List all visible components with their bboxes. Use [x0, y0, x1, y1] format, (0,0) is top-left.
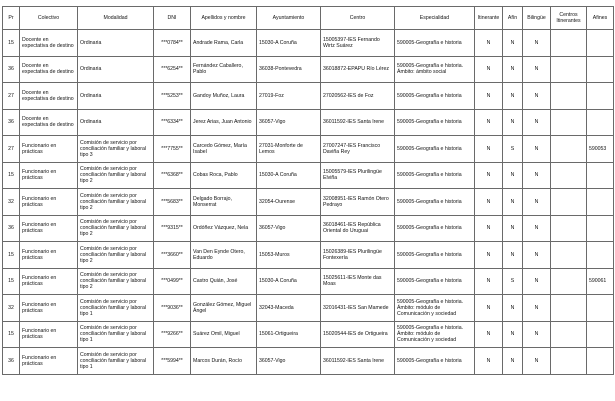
cell-itinerant-centers	[551, 83, 587, 110]
table-row	[3, 268, 614, 295]
cell-affine: N	[503, 295, 523, 322]
cell-itinerant: N	[475, 242, 503, 269]
cell-modality: Comisión de servicio por conciliación familiar y laboral tipo 1	[78, 348, 154, 375]
cell-school: 36011592-IES Santa Irene	[321, 348, 395, 375]
table-row	[3, 83, 614, 110]
cell-specialty: 590005-Geografía e historia	[395, 83, 475, 110]
cell-collective: Docente en expectativa de destino	[20, 56, 78, 83]
table-row	[3, 321, 614, 348]
cell-affines: 590053	[587, 136, 614, 163]
cell-itinerant-centers	[551, 162, 587, 189]
cell-affines	[587, 242, 614, 269]
cell-modality: Ordinaria	[78, 30, 154, 57]
cell-collective: Funcionario en prácticas	[20, 189, 78, 216]
cell-bilingual: N	[523, 30, 551, 57]
cell-itinerant-centers	[551, 321, 587, 348]
cell-collective: Funcionario en prácticas	[20, 215, 78, 242]
cell-affines	[587, 56, 614, 83]
cell-affine: N	[503, 348, 523, 375]
cell-affines	[587, 83, 614, 110]
cell-itinerant-centers	[551, 268, 587, 295]
cell-specialty: 590005-Geografía e historia	[395, 162, 475, 189]
cell-dni: ***7755**	[154, 136, 191, 163]
cell-itinerant: N	[475, 348, 503, 375]
cell-affine: N	[503, 30, 523, 57]
cell-dni: ***5994**	[154, 348, 191, 375]
cell-municipality: 32054-Ourense	[257, 189, 321, 216]
cell-dni: ***9315**	[154, 215, 191, 242]
cell-priority: 15	[3, 30, 20, 57]
cell-bilingual: N	[523, 268, 551, 295]
cell-full-name: Gandoy Muñoz, Laura	[191, 83, 257, 110]
cell-specialty: 590005-Geografía e historia. Ámbito: ámbito social	[395, 56, 475, 83]
cell-itinerant-centers	[551, 136, 587, 163]
column-header-municipality: Ayuntamiento	[257, 7, 321, 30]
cell-bilingual: N	[523, 136, 551, 163]
column-header-specialty: Especialidad	[395, 7, 475, 30]
cell-collective: Funcionario en prácticas	[20, 348, 78, 375]
cell-affine: N	[503, 189, 523, 216]
cell-school: 15005579-IES Plurilingüe Elviña	[321, 162, 395, 189]
cell-affine: N	[503, 242, 523, 269]
assignments-table	[2, 6, 614, 375]
cell-school: 32016431-IES San Mamede	[321, 295, 395, 322]
cell-municipality: 27031-Monforte de Lemos	[257, 136, 321, 163]
cell-dni: ***9036**	[154, 295, 191, 322]
cell-priority: 36	[3, 348, 20, 375]
cell-full-name: Delgado Borrajo, Monserrat	[191, 189, 257, 216]
cell-dni: ***6254**	[154, 56, 191, 83]
cell-affines	[587, 109, 614, 136]
cell-school: 15025611-IES Monte das Moas	[321, 268, 395, 295]
cell-specialty: 590005-Geografía e historia	[395, 268, 475, 295]
cell-bilingual: N	[523, 189, 551, 216]
cell-modality: Ordinaria	[78, 83, 154, 110]
cell-full-name: Van Den Eynde Otero, Eduardo	[191, 242, 257, 269]
cell-municipality: 36038-Pontevedra	[257, 56, 321, 83]
cell-dni: ***6334**	[154, 109, 191, 136]
cell-bilingual: N	[523, 162, 551, 189]
cell-dni: ***5253**	[154, 83, 191, 110]
cell-school: 27020562-IES de Foz	[321, 83, 395, 110]
cell-full-name: Castro Quián, José	[191, 268, 257, 295]
cell-affines	[587, 30, 614, 57]
cell-full-name: Suárez Omil, Miguel	[191, 321, 257, 348]
cell-bilingual: N	[523, 295, 551, 322]
table-row	[3, 215, 614, 242]
cell-specialty: 590005-Geografía e historia	[395, 136, 475, 163]
cell-full-name: Jerez Arias, Juan Antonio	[191, 109, 257, 136]
cell-collective: Docente en expectativa de destino	[20, 109, 78, 136]
cell-collective: Funcionario en prácticas	[20, 162, 78, 189]
table-row	[3, 295, 614, 322]
cell-itinerant-centers	[551, 215, 587, 242]
cell-itinerant-centers	[551, 56, 587, 83]
cell-bilingual: N	[523, 348, 551, 375]
column-header-bilingual: Bilingüe	[523, 7, 551, 30]
cell-affines	[587, 321, 614, 348]
cell-itinerant: N	[475, 215, 503, 242]
cell-municipality: 36057-Vigo	[257, 109, 321, 136]
cell-itinerant: N	[475, 109, 503, 136]
cell-dni: ***6368**	[154, 162, 191, 189]
cell-municipality: 15030-A Coruña	[257, 162, 321, 189]
table-row	[3, 189, 614, 216]
cell-affine: N	[503, 83, 523, 110]
cell-itinerant: N	[475, 321, 503, 348]
cell-collective: Funcionario en prácticas	[20, 321, 78, 348]
column-header-collective: Colectivo	[20, 7, 78, 30]
cell-itinerant-centers	[551, 295, 587, 322]
column-header-school: Centro	[321, 7, 395, 30]
cell-priority: 15	[3, 321, 20, 348]
column-header-itinerant-centers: Centros Itinerantes	[551, 7, 587, 30]
column-header-itinerant: Itinerante	[475, 7, 503, 30]
cell-collective: Funcionario en prácticas	[20, 268, 78, 295]
cell-priority: 32	[3, 295, 20, 322]
cell-itinerant: N	[475, 268, 503, 295]
table-row	[3, 30, 614, 57]
cell-priority: 36	[3, 56, 20, 83]
cell-modality: Ordinaria	[78, 56, 154, 83]
cell-itinerant: N	[475, 295, 503, 322]
cell-itinerant: N	[475, 30, 503, 57]
cell-school: 36018872-EPAPU Río Lérez	[321, 56, 395, 83]
table-row	[3, 348, 614, 375]
cell-specialty: 590005-Geografía e historia. Ámbito: módulo de Comunicación y sociedad	[395, 321, 475, 348]
cell-collective: Docente en expectativa de destino	[20, 30, 78, 57]
cell-specialty: 590005-Geografía e historia	[395, 109, 475, 136]
cell-specialty: 590005-Geografía e historia	[395, 215, 475, 242]
cell-affine: N	[503, 162, 523, 189]
cell-itinerant: N	[475, 162, 503, 189]
cell-itinerant: N	[475, 189, 503, 216]
cell-dni: ***5683**	[154, 189, 191, 216]
cell-dni: ***3660**	[154, 242, 191, 269]
cell-modality: Comisión de servicio por conciliación familiar y laboral tipo 1	[78, 295, 154, 322]
cell-collective: Funcionario en prácticas	[20, 136, 78, 163]
cell-bilingual: N	[523, 321, 551, 348]
cell-affines	[587, 348, 614, 375]
cell-priority: 15	[3, 268, 20, 295]
cell-school: 15005397-IES Fernando Wirtz Suárez	[321, 30, 395, 57]
cell-full-name: Fernández Caballero, Pablo	[191, 56, 257, 83]
table-body	[3, 30, 614, 375]
cell-priority: 32	[3, 189, 20, 216]
cell-full-name: Carcedo Gómez, María Isabel	[191, 136, 257, 163]
cell-affine: N	[503, 321, 523, 348]
cell-specialty: 590005-Geografía e historia	[395, 189, 475, 216]
cell-priority: 15	[3, 162, 20, 189]
cell-modality: Comisión de servicio por conciliación familiar y laboral tipo 2	[78, 242, 154, 269]
cell-school: 15026389-IES Plurilingüe Fontexería	[321, 242, 395, 269]
cell-school: 36011592-IES Santa Irene	[321, 109, 395, 136]
cell-modality: Comisión de servicio por conciliación familiar y laboral tipo 1	[78, 321, 154, 348]
column-header-full-name: Apellidos y nombre	[191, 7, 257, 30]
column-header-affines: Afines	[587, 7, 614, 30]
cell-itinerant-centers	[551, 30, 587, 57]
cell-modality: Comisión de servicio por conciliación familiar y laboral tipo 2	[78, 268, 154, 295]
cell-priority: 36	[3, 109, 20, 136]
cell-priority: 27	[3, 136, 20, 163]
cell-collective: Docente en expectativa de destino	[20, 83, 78, 110]
cell-itinerant-centers	[551, 189, 587, 216]
cell-municipality: 15061-Ortigueira	[257, 321, 321, 348]
header-row	[3, 7, 614, 30]
cell-itinerant-centers	[551, 242, 587, 269]
cell-full-name: Cobas Roca, Pablo	[191, 162, 257, 189]
cell-specialty: 590005-Geografía e historia	[395, 242, 475, 269]
cell-school: 32008951-IES Ramón Otero Pedrayo	[321, 189, 395, 216]
column-header-modality: Modalidad	[78, 7, 154, 30]
cell-bilingual: N	[523, 109, 551, 136]
cell-full-name: Ordóñez Vázquez, Nela	[191, 215, 257, 242]
cell-school: 27007247-IES Francisco Daviña Rey	[321, 136, 395, 163]
table-row	[3, 56, 614, 83]
cell-affines	[587, 215, 614, 242]
cell-affines	[587, 295, 614, 322]
cell-affines: 590061	[587, 268, 614, 295]
cell-affines	[587, 162, 614, 189]
cell-modality: Comisión de servicio por conciliación familiar y laboral tipo 3	[78, 136, 154, 163]
cell-affine: S	[503, 268, 523, 295]
cell-modality: Ordinaria	[78, 109, 154, 136]
cell-affines	[587, 189, 614, 216]
cell-itinerant: N	[475, 136, 503, 163]
cell-municipality: 15030-A Coruña	[257, 30, 321, 57]
cell-itinerant: N	[475, 56, 503, 83]
cell-school: 36018461-IES República Oriental do Uruguai	[321, 215, 395, 242]
cell-bilingual: N	[523, 242, 551, 269]
cell-modality: Comisión de servicio por conciliación familiar y laboral tipo 2	[78, 162, 154, 189]
cell-modality: Comisión de servicio por conciliación familiar y laboral tipo 2	[78, 215, 154, 242]
cell-specialty: 590005-Geografía e historia	[395, 348, 475, 375]
table-row	[3, 242, 614, 269]
cell-dni: ***9266**	[154, 321, 191, 348]
table-row	[3, 109, 614, 136]
column-header-priority: Pr	[3, 7, 20, 30]
table-row	[3, 162, 614, 189]
cell-affine: S	[503, 136, 523, 163]
cell-municipality: 15030-A Coruña	[257, 268, 321, 295]
cell-school: 15020544-IES de Ortigueira	[321, 321, 395, 348]
cell-itinerant-centers	[551, 348, 587, 375]
column-header-dni: DNI	[154, 7, 191, 30]
cell-municipality: 32043-Maceda	[257, 295, 321, 322]
cell-collective: Funcionario en prácticas	[20, 295, 78, 322]
cell-modality: Comisión de servicio por conciliación familiar y laboral tipo 2	[78, 189, 154, 216]
cell-affine: N	[503, 215, 523, 242]
cell-itinerant-centers	[551, 109, 587, 136]
cell-bilingual: N	[523, 83, 551, 110]
cell-dni: ***0499**	[154, 268, 191, 295]
table-row	[3, 136, 614, 163]
cell-bilingual: N	[523, 56, 551, 83]
cell-collective: Funcionario en prácticas	[20, 242, 78, 269]
cell-full-name: González Gómez, Miguel Ángel	[191, 295, 257, 322]
cell-specialty: 590005-Geografía e historia	[395, 30, 475, 57]
cell-municipality: 36057-Vigo	[257, 215, 321, 242]
cell-specialty: 590005-Geografía e historia. Ámbito: módulo de Comunicación y sociedad	[395, 295, 475, 322]
cell-municipality: 36057-Vigo	[257, 348, 321, 375]
cell-municipality: 27019-Foz	[257, 83, 321, 110]
cell-full-name: Andrade Rama, Carla	[191, 30, 257, 57]
cell-priority: 15	[3, 242, 20, 269]
cell-affine: N	[503, 109, 523, 136]
cell-affine: N	[503, 56, 523, 83]
cell-priority: 36	[3, 215, 20, 242]
column-header-affine: Afín	[503, 7, 523, 30]
cell-dni: ***0784**	[154, 30, 191, 57]
cell-priority: 27	[3, 83, 20, 110]
cell-itinerant: N	[475, 83, 503, 110]
cell-municipality: 15053-Muros	[257, 242, 321, 269]
cell-full-name: Marcos Durán, Rocío	[191, 348, 257, 375]
cell-bilingual: N	[523, 215, 551, 242]
